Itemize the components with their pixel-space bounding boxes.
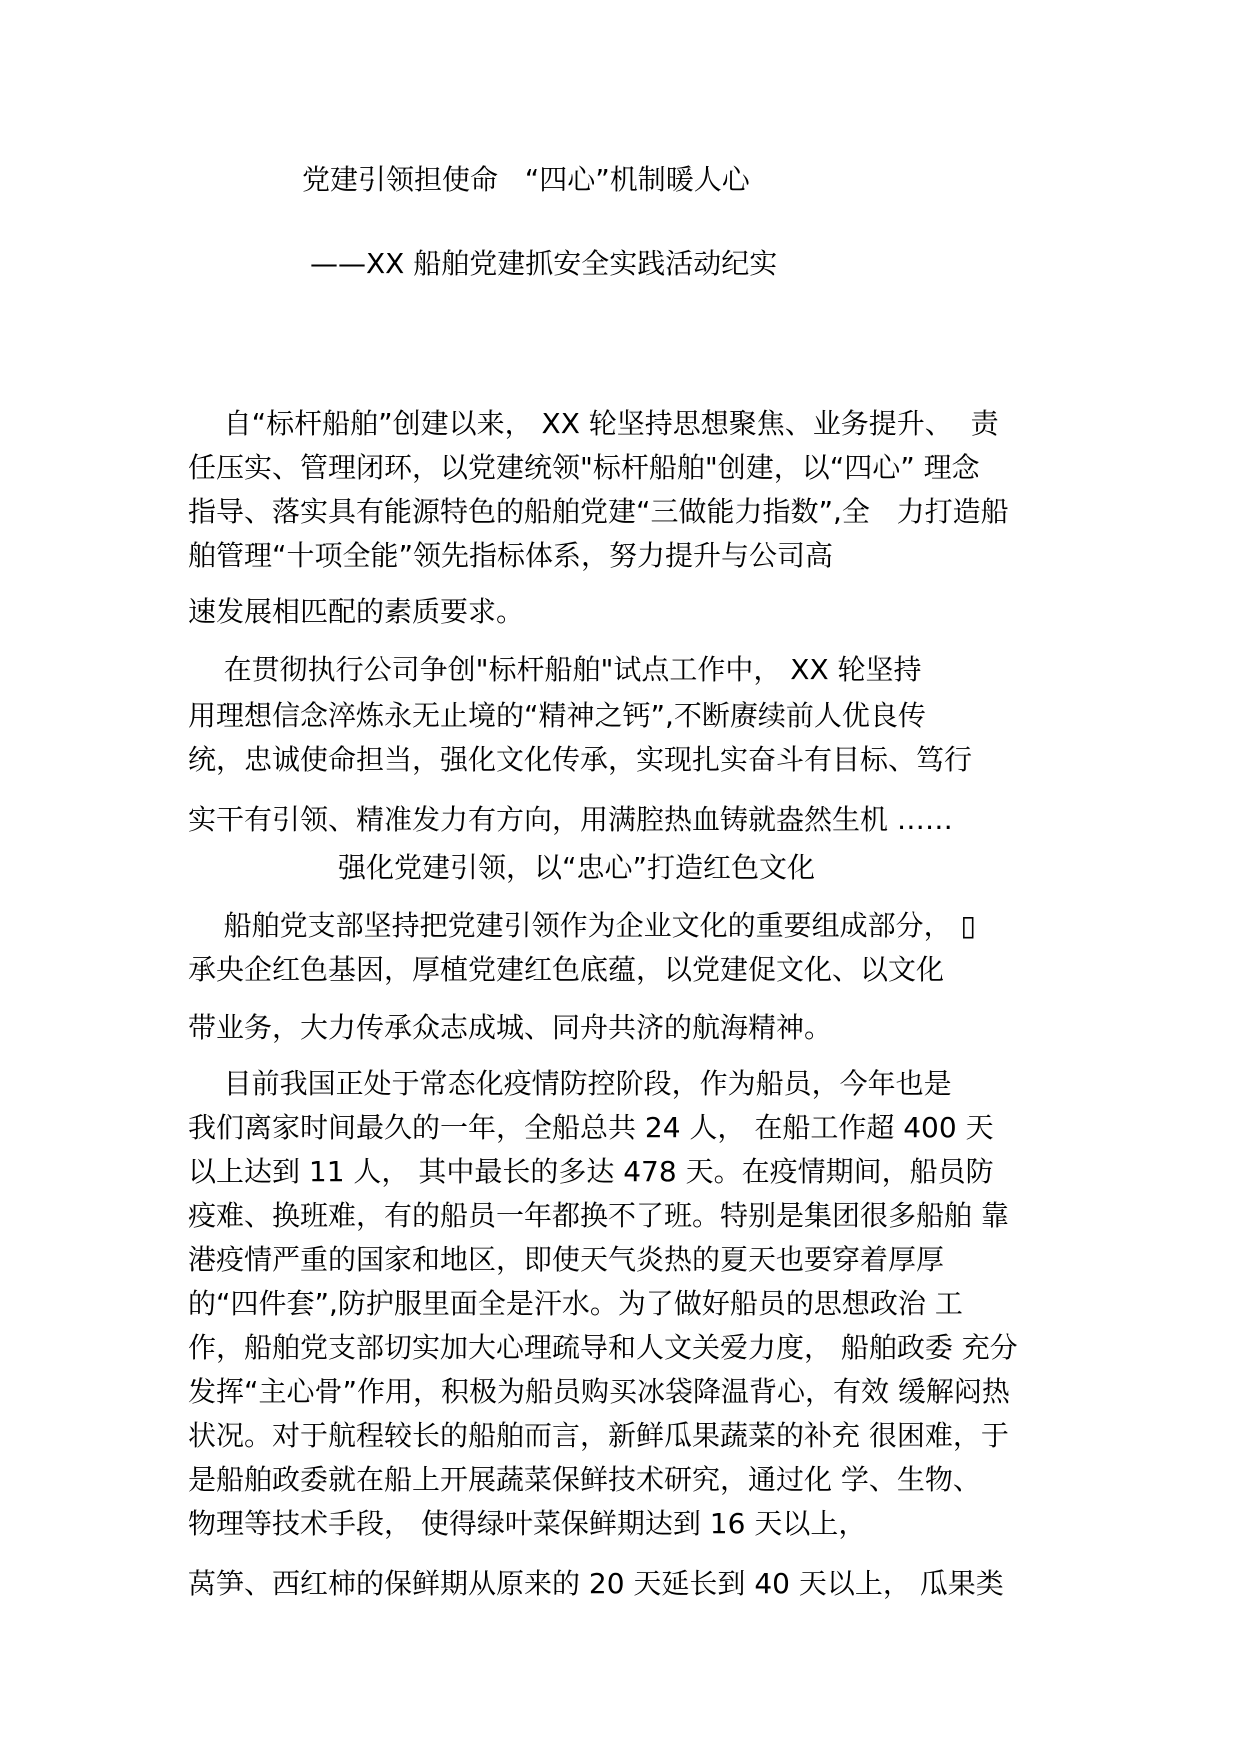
paragraph-line: 舶管理“十项全能”领先指标体系，努力提升与公司高 <box>188 539 834 572</box>
paragraph-line: 我们离家时间最久的一年，全船总共 24 人， 在船工作超 400 天 <box>188 1111 994 1144</box>
paragraph-line: 速发展相匹配的素质要求。 <box>188 595 525 628</box>
paragraph-line: 在贯彻执行公司争创"标杆船舶"试点工作中， XX 轮坚持 <box>188 653 922 686</box>
paragraph-line: 承央企红色基因，厚植党建红色底蕴，以党建促文化、以文化 <box>188 953 945 986</box>
paragraph-line: 疫难、换班难，有的船员一年都换不了班。特别是集团很多船舶 靠 <box>188 1199 1009 1232</box>
section-heading: 强化党建引领，以“忠心”打造红色文化 <box>338 851 816 884</box>
paragraph-line: 状况。对于航程较长的船舶而言，新鲜瓜果蔬菜的补充 很困难，于 <box>188 1419 1009 1452</box>
paragraph-line: 任压实、管理闭环，以党建统领"标杆船舶"创建，以“四心” 理念 <box>188 451 980 484</box>
paragraph-line: 统，忠诚使命担当，强化文化传承，实现扎实奋斗有目标、笃行 <box>188 743 973 776</box>
paragraph-line: 目前我国正处于常态化疫情防控阶段，作为船员，今年也是 <box>188 1067 952 1100</box>
paragraph-line: 是船舶政委就在船上开展蔬菜保鲜技术研究，通过化 学、生物、 <box>188 1463 981 1496</box>
paragraph-line: 物理等技术手段， 使得绿叶菜保鲜期达到 16 天以上， <box>188 1507 867 1540</box>
paragraph-line: 港疫情严重的国家和地区，即使天气炎热的夏天也要穿着厚厚 <box>188 1243 945 1276</box>
paragraph-line: 作，船舶党支部切实加大心理疏导和人文关爱力度， 船舶政委 充分 <box>188 1331 1018 1364</box>
document-title: 党建引领担使命 “四心”机制暖人心 <box>302 163 750 196</box>
document-subtitle: ——XX 船舶党建抓安全实践活动纪实 <box>310 247 778 280</box>
paragraph-line: 发挥“主心骨”作用，积极为船员购买冰袋降温背心，有效 缓解闷热 <box>188 1375 1010 1408</box>
paragraph-line: 指导、落实具有能源特色的船舶党建“三做能力指数”,全 力打造船 <box>188 495 1009 528</box>
paragraph-line: 用理想信念淬炼永无止境的“精神之钙”,不断赓续前人优良传 <box>188 699 926 732</box>
paragraph-line: 的“四件套”,防护服里面全是汗水。为了做好船员的思想政治 工 <box>188 1287 963 1320</box>
paragraph-line: 船舶党支部坚持把党建引领作为企业文化的重要组成部分， ▯ <box>188 909 976 942</box>
paragraph-line: 自“标杆船舶”创建以来， XX 轮坚持思想聚焦、业务提升、 责 <box>188 407 999 440</box>
paragraph-line: 以上达到 11 人， 其中最长的多达 478 天。在疫情期间，船员防 <box>188 1155 994 1188</box>
paragraph-line: 带业务，大力传承众志成城、同舟共济的航海精神。 <box>188 1011 833 1044</box>
paragraph-line: 莴笋、西红柿的保鲜期从原来的 20 天延长到 40 天以上， 瓜果类 <box>188 1567 1004 1600</box>
paragraph-line: 实干有引领、精准发力有方向，用满腔热血铸就盎然生机 …… <box>188 803 953 836</box>
